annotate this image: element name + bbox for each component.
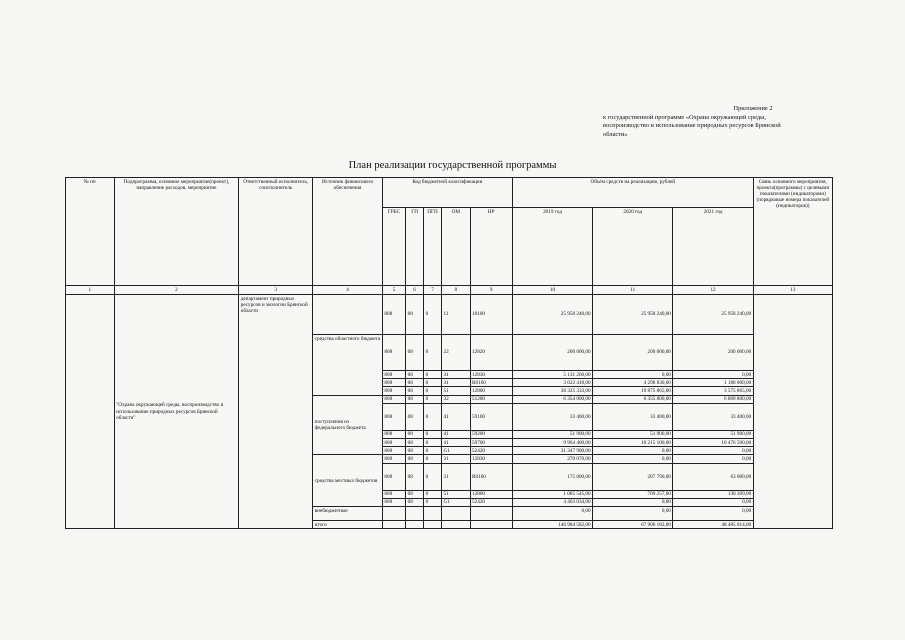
table-row — [66, 295, 833, 335]
amount-2019: 6 354 000,00 — [512, 395, 592, 403]
col-number: 6 — [406, 286, 424, 295]
source-regional: средства областного бюджета — [313, 335, 383, 396]
pgp-cell: 0 — [424, 439, 442, 447]
grbs-cell: 808 — [382, 430, 405, 438]
header-om: ОМ — [442, 208, 471, 286]
om-cell: 41 — [442, 430, 471, 438]
total-2021: 48 485 014,00 — [673, 521, 753, 529]
amount-2021: 0,00 — [673, 371, 753, 379]
om-cell: 32 — [442, 395, 471, 403]
grbs-cell: 808 — [382, 403, 405, 430]
amount-2020: 0,00 — [593, 498, 673, 506]
grbs-cell: 808 — [382, 371, 405, 379]
grbs-cell: 808 — [382, 395, 405, 403]
gp-cell: 08 — [406, 395, 424, 403]
amount-2019: 200 000,00 — [512, 335, 592, 371]
amount-2019: 175 000,00 — [512, 463, 592, 490]
source-cell — [313, 295, 383, 335]
header-gp: ГП — [406, 208, 424, 286]
gp-cell: 08 — [406, 455, 424, 463]
gp-cell: 08 — [406, 463, 424, 490]
pgp-cell: 0 — [424, 379, 442, 387]
gp-cell: 08 — [406, 447, 424, 455]
amount-2019: 5 131 260,00 — [512, 371, 592, 379]
source-local: средства местных бюджетов — [313, 455, 383, 507]
header-2019: 2019 год — [512, 208, 592, 286]
amount-2021: 51 900,00 — [673, 430, 753, 438]
empty-cell — [470, 507, 512, 521]
nr-cell: 12820 — [470, 335, 512, 371]
appendix-line: области» — [603, 130, 628, 138]
grbs-cell: 808 — [382, 463, 405, 490]
om-cell: 22 — [442, 335, 471, 371]
amount-2021: 0,00 — [673, 455, 753, 463]
empty-cell — [406, 521, 424, 529]
amount-2020: 207 790,00 — [593, 463, 673, 490]
pgp-cell: 0 — [424, 335, 442, 371]
amount-2020: 6 355 800,00 — [593, 395, 673, 403]
grbs-cell: 808 — [382, 498, 405, 506]
empty-cell — [382, 507, 405, 521]
nr-cell: R0160 — [470, 379, 512, 387]
om-cell: 41 — [442, 403, 471, 430]
amount-2019: 51 900,00 — [512, 430, 592, 438]
amount-2020: 200 000,00 — [593, 335, 673, 371]
amount-2020: 19 875 865,00 — [593, 387, 673, 395]
pgp-cell: 0 — [424, 295, 442, 335]
gp-cell: 08 — [406, 403, 424, 430]
empty-cell — [470, 521, 512, 529]
col-number: 8 — [442, 286, 471, 295]
amount-2019: 33 400,00 — [512, 403, 592, 430]
source-total: итого — [313, 521, 383, 529]
amount-2021: 33 400,00 — [673, 403, 753, 430]
appendix-line: к государственной программе «Охрана окружающей среды, — [603, 113, 766, 121]
pgp-cell: 0 — [424, 455, 442, 463]
amount-2020: 0,00 — [593, 507, 673, 521]
gp-cell: 08 — [406, 498, 424, 506]
amount-2021: 10 476 500,00 — [673, 439, 753, 447]
nr-cell: 10100 — [470, 295, 512, 335]
amount-2021: 25 958 240,00 — [673, 295, 753, 335]
amount-2019: 270 070,00 — [512, 455, 592, 463]
nr-cell: 12830 — [470, 371, 512, 379]
col-number: 11 — [593, 286, 673, 295]
amount-2020: 0,00 — [593, 447, 673, 455]
amount-2021: 63 000,00 — [673, 463, 753, 490]
amount-2020: 4 298 830,00 — [593, 379, 673, 387]
amount-2019: 4 463 034,00 — [512, 498, 592, 506]
grbs-cell: 808 — [382, 335, 405, 371]
amount-2019: 9 964 400,00 — [512, 439, 592, 447]
gp-cell: 08 — [406, 379, 424, 387]
om-cell: 11 — [442, 295, 471, 335]
nr-cell: R0160 — [470, 463, 512, 490]
amount-2020: 51 900,00 — [593, 430, 673, 438]
grbs-cell: 808 — [382, 455, 405, 463]
col-number: 9 — [470, 286, 512, 295]
header-source: Источник финансового обеспечения — [313, 178, 383, 286]
pgp-cell: 0 — [424, 403, 442, 430]
row-number-cell — [66, 295, 115, 529]
amount-2021: 3 575 865,00 — [673, 387, 753, 395]
col-number: 5 — [382, 286, 405, 295]
executor-cell: департамент природных ресурсов и экологии Брянской области — [239, 295, 313, 529]
om-cell: G1 — [442, 447, 471, 455]
amount-2021: 0,00 — [673, 447, 753, 455]
pgp-cell: 0 — [424, 371, 442, 379]
header-nr: НР — [470, 208, 512, 286]
nr-cell: 51280 — [470, 395, 512, 403]
col-number: 1 — [66, 286, 115, 295]
header-row — [66, 178, 833, 208]
nr-cell: 52420 — [470, 498, 512, 506]
gp-cell: 08 — [406, 295, 424, 335]
amount-2019: 1 085 545,00 — [512, 490, 592, 498]
column-number-row — [66, 286, 833, 295]
header-2020: 2020 год — [593, 208, 673, 286]
nr-cell: 12830 — [470, 455, 512, 463]
amount-2019: 38 325 333,00 — [512, 387, 592, 395]
header-link: Связь основного мероприятия, проекта(программы) с целевыми показателями (индикаторами) (порядковые номера показателей (индикаторов)) — [753, 178, 832, 286]
appendix-title: Приложение 2 — [733, 105, 773, 112]
empty-cell — [442, 521, 471, 529]
amount-2021: 0,00 — [673, 507, 753, 521]
empty-cell — [406, 507, 424, 521]
program-name-cell: "Охрана окружающей среды, воспроизводство и использование природных ресурсов Брянской области" — [114, 295, 239, 529]
pgp-cell: 0 — [424, 430, 442, 438]
amount-2019: 31 347 900,00 — [512, 447, 592, 455]
grbs-cell: 808 — [382, 439, 405, 447]
source-federal: поступления из федерального бюджета — [313, 395, 383, 455]
gp-cell: 08 — [406, 371, 424, 379]
header-2021: 2021 год — [673, 208, 753, 286]
nr-cell: 52420 — [470, 447, 512, 455]
grbs-cell: 808 — [382, 387, 405, 395]
total-2020: 67 906 182,00 — [593, 521, 673, 529]
amount-2020: 0,00 — [593, 371, 673, 379]
col-number: 12 — [673, 286, 753, 295]
amount-2020: 709 257,00 — [593, 490, 673, 498]
header-num: № пп — [66, 178, 115, 286]
document-title: План реализации государственной программы — [348, 160, 557, 171]
gp-cell: 08 — [406, 439, 424, 447]
pgp-cell: 0 — [424, 490, 442, 498]
col-number: 4 — [313, 286, 383, 295]
amount-2020: 25 958 240,00 — [593, 295, 673, 335]
col-number: 10 — [512, 286, 592, 295]
indicator-link-cell — [753, 295, 832, 529]
amount-2020: 10 215 100,00 — [593, 439, 673, 447]
appendix-line: воспроизводство и использование природных ресурсов Брянской — [603, 122, 781, 130]
pgp-cell: 0 — [424, 387, 442, 395]
header-budget-code: Код бюджетной классификации — [382, 178, 512, 208]
grbs-cell: 808 — [382, 490, 405, 498]
appendix-note — [603, 105, 833, 139]
header-volume: Объём средств на реализацию, рублей — [512, 178, 753, 208]
gp-cell: 08 — [406, 387, 424, 395]
plan-table — [65, 177, 833, 529]
col-number: 3 — [239, 286, 313, 295]
source-offbudget: внебюджетные — [313, 507, 383, 521]
om-cell: 51 — [442, 387, 471, 395]
amount-2020: 0,00 — [593, 455, 673, 463]
nr-cell: 12800 — [470, 490, 512, 498]
header-executor: Ответственный исполнитель, соисполнитель — [239, 178, 313, 286]
amount-2021: 130 309,00 — [673, 490, 753, 498]
nr-cell: 59200 — [470, 430, 512, 438]
header-pgp: ПГП — [424, 208, 442, 286]
om-cell: 31 — [442, 371, 471, 379]
amount-2021: 0,00 — [673, 498, 753, 506]
pgp-cell: 0 — [424, 447, 442, 455]
nr-cell: 12800 — [470, 387, 512, 395]
pgp-cell: 0 — [424, 463, 442, 490]
grbs-cell: 808 — [382, 295, 405, 335]
om-cell: 31 — [442, 379, 471, 387]
col-number: 7 — [424, 286, 442, 295]
nr-cell: 59700 — [470, 439, 512, 447]
nr-cell: 59100 — [470, 403, 512, 430]
amount-2021: 6 809 800,00 — [673, 395, 753, 403]
om-cell: 31 — [442, 455, 471, 463]
amount-2019: 0,00 — [512, 507, 592, 521]
om-cell: G1 — [442, 498, 471, 506]
om-cell: 51 — [442, 490, 471, 498]
gp-cell: 08 — [406, 490, 424, 498]
empty-cell — [382, 521, 405, 529]
empty-cell — [424, 521, 442, 529]
pgp-cell: 0 — [424, 498, 442, 506]
grbs-cell: 808 — [382, 379, 405, 387]
gp-cell: 08 — [406, 335, 424, 371]
pgp-cell: 0 — [424, 395, 442, 403]
empty-cell — [424, 507, 442, 521]
amount-2021: 200 000,00 — [673, 335, 753, 371]
amount-2020: 33 400,00 — [593, 403, 673, 430]
amount-2019: 3 622 410,00 — [512, 379, 592, 387]
header-grbs: ГРБС — [382, 208, 405, 286]
om-cell: 41 — [442, 439, 471, 447]
total-2019: 146 984 582,00 — [512, 521, 592, 529]
header-subprogram: Подпрограмма, основное мероприятие(проект), направление расходов, мероприятие — [114, 178, 239, 286]
grbs-cell: 808 — [382, 447, 405, 455]
empty-cell — [442, 507, 471, 521]
om-cell: 31 — [442, 463, 471, 490]
amount-2021: 1 188 000,00 — [673, 379, 753, 387]
gp-cell: 08 — [406, 430, 424, 438]
col-number: 2 — [114, 286, 239, 295]
col-number: 13 — [753, 286, 832, 295]
amount-2019: 25 958 240,00 — [512, 295, 592, 335]
